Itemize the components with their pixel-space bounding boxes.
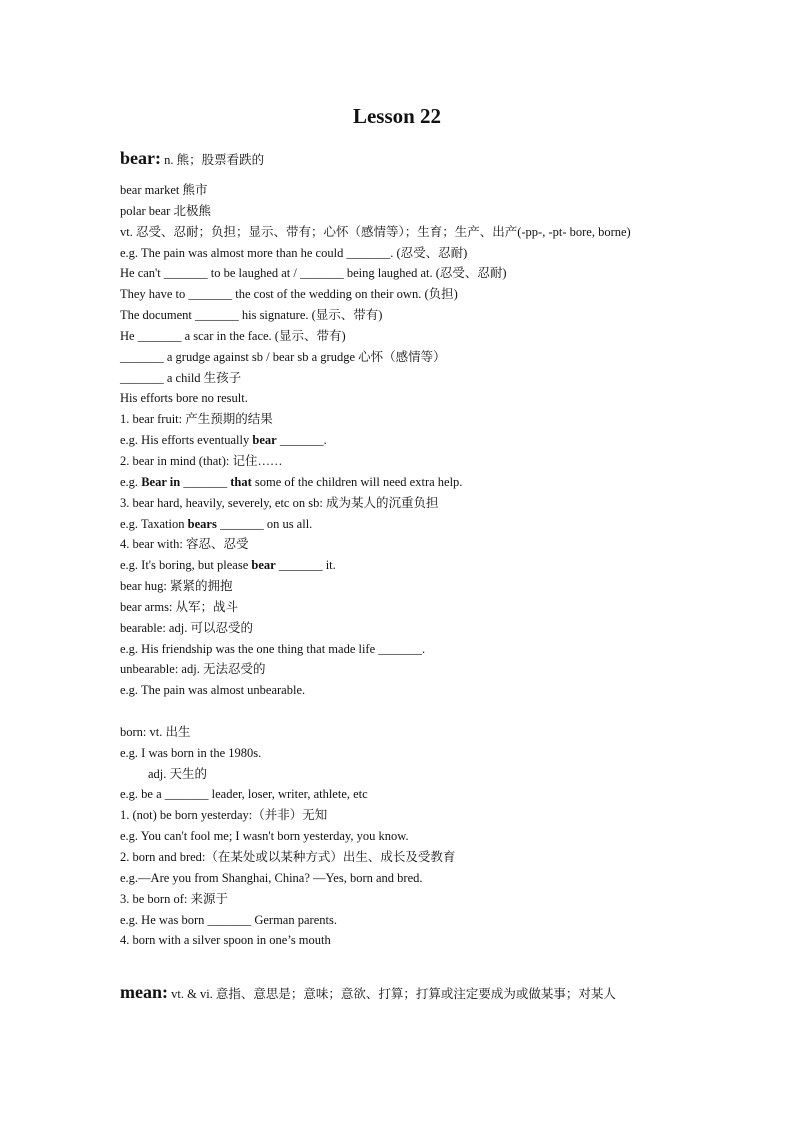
line-text: _______ it.	[275, 558, 336, 573]
entry-line	[120, 368, 760, 389]
entry-line	[120, 597, 760, 618]
entry-line	[120, 764, 760, 785]
line-text: 3. be born of: 来源于	[120, 891, 228, 906]
line-text: e.g.	[120, 474, 142, 489]
line-text: 2. bear in mind (that): 记住……	[120, 453, 283, 468]
line-text: 4. bear with: 容忍、忍受	[120, 537, 249, 552]
entry-line	[120, 472, 760, 493]
line-text: adj. 天生的	[148, 766, 208, 781]
headword-bear-gloss: n. 熊；股票看跌的	[160, 153, 265, 167]
line-text: 1. bear fruit: 产生预期的结果	[120, 412, 273, 427]
line-text: 1. (not) be born yesterday:（并非）无知	[120, 808, 328, 823]
bold-keyword: bears	[187, 516, 217, 531]
line-text: e.g. His friendship was the one thing that made life _______.	[120, 641, 426, 656]
line-text: born: vt. 出生	[120, 724, 191, 739]
entry-line	[120, 847, 760, 868]
line-text: bear hug: 紧紧的拥抱	[120, 579, 233, 594]
line-text: _______ on us all.	[216, 516, 313, 531]
entry-line	[120, 326, 760, 347]
line-text: bear arms: 从军；战斗	[120, 599, 239, 614]
entry-line	[120, 305, 760, 326]
line-text: 2. born and bred:（在某处或以某种方式）出生、成长及受教育	[120, 850, 456, 864]
entry-line	[120, 722, 760, 743]
entry-line	[120, 868, 760, 889]
entry-line	[120, 409, 760, 430]
line-text: His efforts bore no result.	[120, 391, 248, 406]
line-text: some of the children will need extra help.	[251, 474, 463, 489]
line-text: e.g. It's boring, but please	[120, 558, 252, 573]
headword-bear: bear:	[120, 148, 161, 168]
line-text: e.g. be a _______ leader, loser, writer, athlete, etc	[120, 787, 368, 802]
line-text: _______ a grudge against sb / bear sb a grudge 心怀（感情等）	[120, 349, 446, 364]
entry-line	[120, 659, 760, 680]
entry-line	[120, 493, 760, 514]
line-text: e.g. You can't fool me; I wasn't born yesterday, you know.	[120, 829, 409, 844]
line-text: The document _______ his signature. (显示、带有)	[120, 308, 383, 323]
headword-mean-gloss: vt. & vi. 意指、意思是；意味；意欲、打算；打算或注定要成为或做某事；对某人	[168, 987, 616, 1001]
entry-line	[120, 555, 760, 576]
line-text: polar bear 北极熊	[120, 203, 211, 218]
entry-line	[120, 680, 760, 701]
line-text: e.g.—Are you from Shanghai, China? —Yes, born and bred.	[120, 870, 423, 885]
entry-line	[120, 222, 760, 243]
entry-line	[120, 639, 760, 660]
line-text: bear market 熊市	[120, 183, 208, 197]
line-text: 3. bear hard, heavily, severely, etc on sb: 成为某人的沉重负担	[120, 495, 439, 510]
bold-keyword: that	[230, 474, 252, 489]
entry-line	[120, 930, 760, 951]
line-text: They have to _______ the cost of the wedding on their own. (负担)	[120, 287, 458, 302]
entry-line	[120, 263, 760, 284]
entry-line	[120, 388, 760, 409]
page-title: Lesson 22	[352, 104, 442, 128]
entry-line	[120, 430, 760, 451]
entry-line	[120, 201, 760, 222]
entry-line	[120, 576, 760, 597]
line-text: He can't _______ to be laughed at / _______ being laughed at. (忍受、忍耐)	[120, 266, 507, 281]
entry-line	[120, 534, 760, 555]
line-text: 4. born with a silver spoon in one’s mouth	[120, 933, 331, 948]
line-text: bearable: adj. 可以忍受的	[120, 620, 253, 635]
line-text: unbearable: adj. 无法忍受的	[120, 662, 266, 677]
entry-line	[120, 347, 760, 368]
entry-line	[120, 180, 760, 201]
line-text: He _______ a scar in the face. (显示、带有)	[120, 328, 346, 343]
line-text: e.g. Taxation	[120, 516, 188, 531]
entry-mean-heading	[120, 982, 616, 1003]
line-text: e.g. I was born in the 1980s.	[120, 745, 262, 760]
entry-line	[120, 243, 760, 264]
entry-line	[120, 514, 760, 535]
entry-line	[120, 284, 760, 305]
entry-bear-heading	[120, 148, 264, 169]
line-text: e.g. His efforts eventually	[120, 433, 253, 448]
entry-line	[120, 743, 760, 764]
entry-line	[120, 889, 760, 910]
line-text: vt. 忍受、忍耐；负担；显示、带有；心怀（感情等）；生育；生产、出产(-pp-, -pt- bore, borne)	[120, 224, 631, 239]
bold-keyword: Bear in	[141, 474, 181, 489]
entry-line	[120, 826, 760, 847]
entry-line	[120, 910, 760, 931]
blank-line	[120, 701, 760, 722]
entry-line	[120, 784, 760, 805]
entry-line	[120, 618, 760, 639]
entry-line	[120, 805, 760, 826]
line-text: _______.	[276, 433, 327, 448]
bold-keyword: bear	[252, 433, 277, 448]
line-text: e.g. The pain was almost unbearable.	[120, 683, 306, 698]
line-text: _______ a child 生孩子	[120, 370, 242, 385]
line-text: _______	[180, 474, 231, 489]
headword-mean: mean:	[120, 982, 168, 1002]
entry-line	[120, 451, 760, 472]
line-text: e.g. He was born _______ German parents.	[120, 912, 337, 927]
line-text: e.g. The pain was almost more than he could _______. (忍受、忍耐)	[120, 245, 468, 260]
bold-keyword: bear	[251, 558, 276, 573]
entry-lines	[120, 180, 760, 951]
